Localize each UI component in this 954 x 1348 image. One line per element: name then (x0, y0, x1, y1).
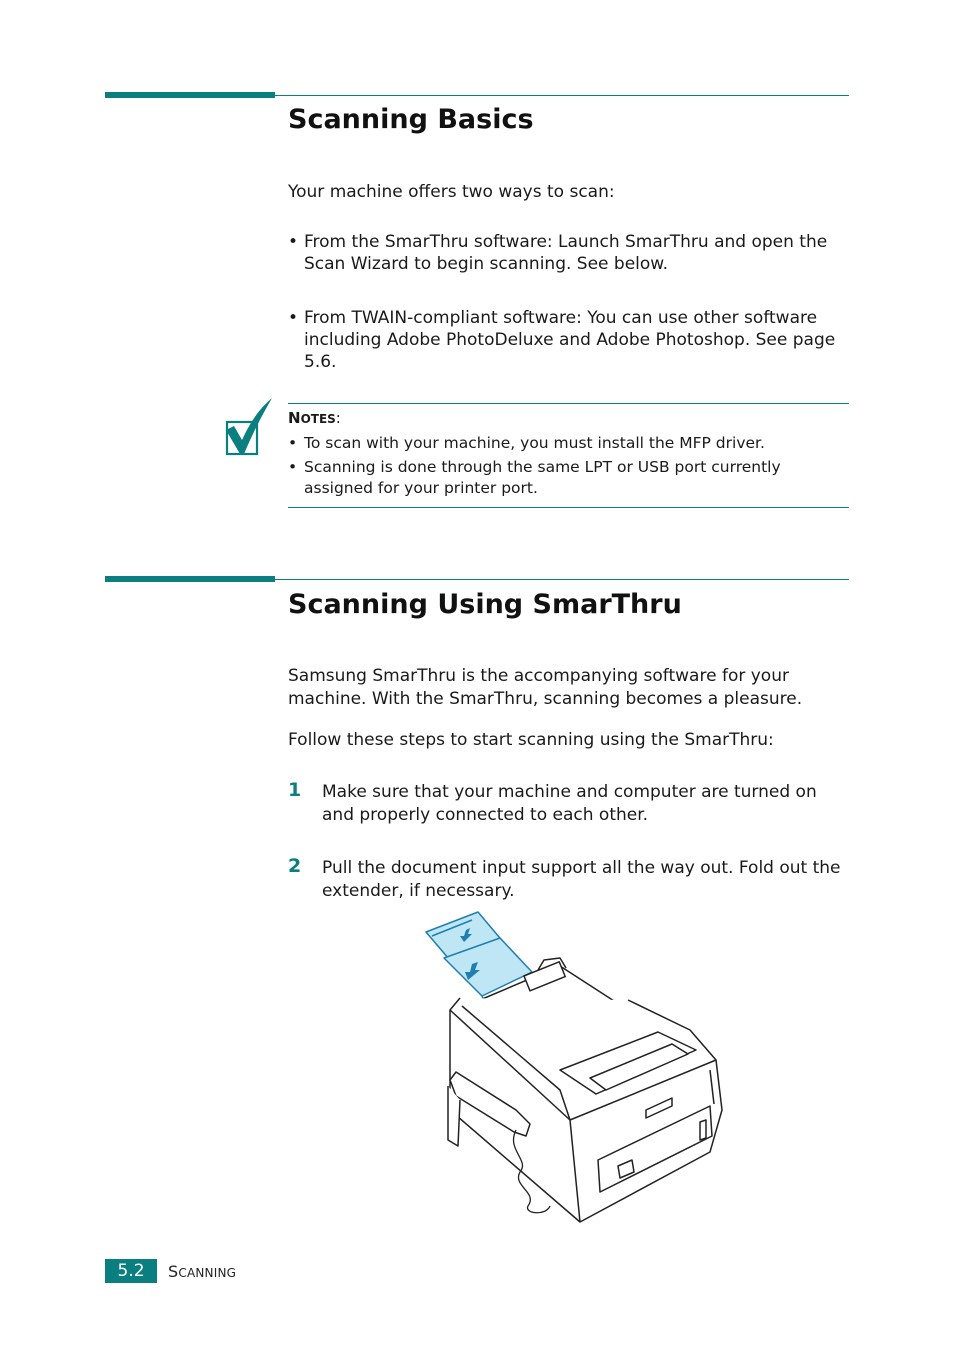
section-rule-thick (105, 576, 275, 582)
notes-top-rule (288, 403, 849, 404)
bullet-twain: • From TWAIN-compliant software: You can use other software including Adobe PhotoDeluxe and Adobe Photoshop. See page 5.6. (288, 308, 836, 372)
notes-bottom-rule (288, 507, 849, 508)
section-title-scanning-basics: Scanning Basics (288, 104, 534, 135)
step-number: 2 (288, 855, 302, 877)
printer-illustration (420, 910, 740, 1240)
follow-steps: Follow these steps to start scanning using the SmarThru: (288, 730, 774, 750)
notes-title: NOTES: (288, 409, 341, 427)
section-rule-thick (105, 92, 275, 98)
scan-intro: Your machine offers two ways to scan: (288, 182, 615, 202)
step-text: Make sure that your machine and computer are turned on and properly connected to each other. (322, 782, 817, 825)
bullet-smarthru: • From the SmarThru software: Launch SmarThru and open the Scan Wizard to begin scanning. See below. (288, 232, 828, 274)
footer-page-number: 5.2 (105, 1259, 157, 1283)
section-title-scanning-using-smarthru: Scanning Using SmarThru (288, 589, 682, 620)
checkmark-note-icon (222, 396, 278, 460)
section-rule-thin (275, 95, 849, 96)
footer-chapter: SCANNING (168, 1262, 237, 1281)
note-item: • To scan with your machine, you must install the MFP driver. (288, 434, 765, 452)
note-item: • Scanning is done through the same LPT or USB port currently assigned for your printer port. (288, 458, 781, 497)
smarthru-intro: Samsung SmarThru is the accompanying software for your machine. With the SmarThru, scanning becomes a pleasure. (288, 666, 803, 709)
step-number: 1 (288, 779, 302, 801)
section-rule-thin (275, 579, 849, 580)
step-text: Pull the document input support all the way out. Fold out the extender, if necessary. (322, 858, 841, 901)
